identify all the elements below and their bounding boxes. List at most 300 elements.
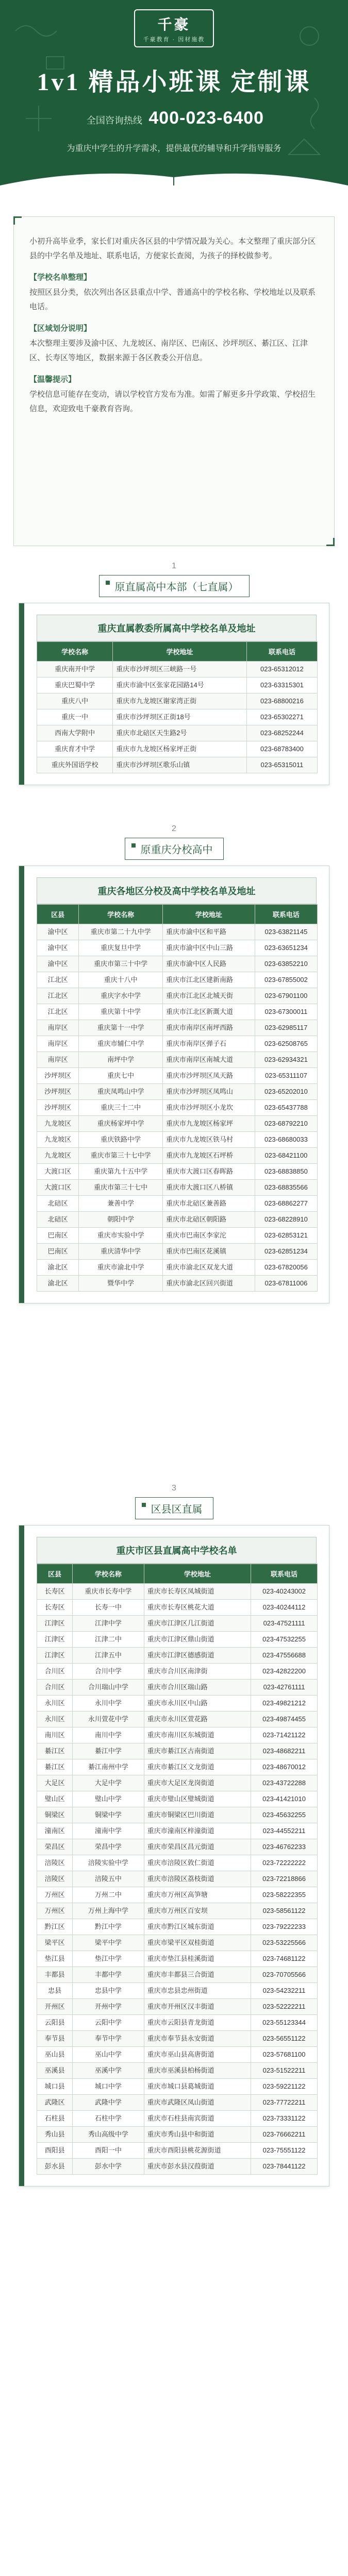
table-cell: 涪陵实验中学: [73, 1855, 144, 1871]
table-cell: 酉阳一中: [73, 2143, 144, 2159]
table-cell: 重庆清华中学: [79, 1244, 163, 1260]
table-cell: 城口中学: [73, 2079, 144, 2095]
table-cell: 023-70705566: [251, 1967, 318, 1983]
table-cell: 重庆市沙坪坝区凤鸣山: [162, 1084, 255, 1100]
section-title: [0, 562, 348, 597]
table-header-cell: 学校名称: [37, 642, 113, 662]
table-cell: 023-47556688: [251, 1648, 318, 1664]
table-cell: 023-54232211: [251, 1983, 318, 1999]
open-book-icon: [0, 167, 348, 185]
table-cell: 重庆三十二中: [79, 1100, 163, 1116]
section-label: 原重庆分校高中: [125, 838, 224, 860]
table-cell: 南川中学: [73, 1727, 144, 1743]
table-cell: 綦江南州中学: [73, 1759, 144, 1775]
table-cell: 重庆市黔江区城东街道: [144, 1919, 251, 1935]
table-header-cell: 学校名称: [79, 905, 163, 924]
intro-heading: 【温馨提示】: [29, 375, 76, 384]
table-cell: 江津区: [37, 1616, 73, 1632]
table-cell: 忠县: [37, 1983, 73, 1999]
section-title: [0, 824, 348, 860]
table-cell: 重庆市北碚区天生路2号: [113, 725, 247, 741]
logo-subtitle: 千豪教育 · 因材施教: [143, 37, 205, 43]
table-cell: 023-52222211: [251, 1999, 318, 2015]
table-cell: 023-40244112: [251, 1600, 318, 1616]
table-cell: 023-74681122: [251, 1951, 318, 1967]
table-cell: 重庆市永川区中山路: [144, 1696, 251, 1711]
table-cell: 万州二中: [73, 1887, 144, 1903]
table-cell: 023-48682211: [251, 1743, 318, 1759]
table-cell: 重庆市巴南区李家沱: [162, 1228, 255, 1244]
table-cell: 重庆市实验中学: [79, 1228, 163, 1244]
table-cell: 023-53225566: [251, 1935, 318, 1951]
table-cell: 重庆市渝中区人民路: [162, 956, 255, 972]
table-cell: 九龙坡区: [37, 1132, 79, 1148]
table-cell: 重庆市云阳县青龙街道: [144, 2015, 251, 2031]
table-cell: 重庆十八中: [79, 972, 163, 988]
table-cell: 重庆市南岸区南坪西路: [162, 1020, 255, 1036]
table-cell: 朝阳中学: [79, 1212, 163, 1228]
table-cell: 璧山中学: [73, 1791, 144, 1807]
table-cell: 重庆市江北区北城天街: [162, 988, 255, 1004]
table-cell: 重庆市巴南区花溪镇: [162, 1244, 255, 1260]
table-cell: 重庆市巫溪县柏杨街道: [144, 2063, 251, 2079]
table-cell: 023-62985117: [255, 1020, 317, 1036]
table-cell: 梁平区: [37, 1935, 73, 1951]
table-cell: 九龙坡区: [37, 1116, 79, 1132]
table-cell: 重庆市沙坪坝区小龙坎: [162, 1100, 255, 1116]
table-cell: 023-68800216: [246, 693, 317, 709]
table-cell: 重庆市沙坪坝区歌乐山镇: [113, 757, 247, 773]
table-cell: 重庆市彭水县汉葭街道: [144, 2159, 251, 2175]
table-cell: 重庆市荣昌区昌元街道: [144, 1839, 251, 1855]
logo-text: 千豪: [157, 16, 191, 32]
table-cell: 重庆育才中学: [37, 741, 113, 757]
table-cell: 忠县中学: [73, 1983, 144, 1999]
table-cell: 彭水县: [37, 2159, 73, 2175]
table-cell: 渝中区: [37, 940, 79, 956]
table-cell: 潼南中学: [73, 1823, 144, 1839]
table-cell: 023-76662211: [251, 2127, 318, 2143]
table-cell: 023-68680033: [255, 1132, 317, 1148]
table-cell: 重庆市合川区南津街: [144, 1664, 251, 1680]
table-cell: 重庆字水中学: [79, 988, 163, 1004]
table-cell: 重庆市南岸区南城大道: [162, 1052, 255, 1068]
table-cell: 重庆市江津区几江街道: [144, 1616, 251, 1632]
table-cell: 大渡口区: [37, 1180, 79, 1196]
table-cell: 023-51522211: [251, 2063, 318, 2079]
table-cell: 023-78441122: [251, 2159, 318, 2175]
table-cell: 酉阳县: [37, 2143, 73, 2159]
table-cell: 丰都县: [37, 1967, 73, 1983]
hotline-number[interactable]: 400-023-6400: [148, 108, 264, 128]
table-cell: 023-67300011: [255, 1004, 317, 1020]
table-cell: 重庆市第二十九中学: [79, 924, 163, 940]
table-cell: 重庆市武隆区凤山街道: [144, 2095, 251, 2111]
table-cell: 重庆市璧山区璧城街道: [144, 1791, 251, 1807]
card-side-bar: [19, 603, 329, 785]
table-header-cell: 联系电话: [251, 1564, 318, 1584]
hero-title: 1v1 精品小班课 定制课: [37, 69, 311, 96]
table-cell: 重庆市大渡口区八桥镇: [162, 1180, 255, 1196]
table-cell: 023-47532255: [251, 1632, 318, 1648]
table-cell: 重庆市第三十七中: [79, 1180, 163, 1196]
table-cell: 渝中区: [37, 956, 79, 972]
intro-paragraph: 学校信息可能存在变动，请以学校官方发布为准。如需了解更多升学政策、学校招生信息，欢迎致电千豪教育咨询。: [29, 390, 316, 413]
table-cell: 023-68783400: [246, 741, 317, 757]
table-cell: 巫溪县: [37, 2063, 73, 2079]
table-cell: 重庆市合川区瑞山路: [144, 1680, 251, 1696]
table-cell: 023-68252244: [246, 725, 317, 741]
table-cell: 重庆市渝中区张家花园路14号: [113, 677, 247, 693]
table-cell: 023-68838850: [255, 1164, 317, 1180]
table-cell: 奉节中学: [73, 2031, 144, 2047]
table-cell: 南坪中学: [79, 1052, 163, 1068]
table-cell: 南岸区: [37, 1020, 79, 1036]
table-cell: 重庆市长寿中学: [73, 1584, 144, 1600]
table-cell: 铜梁中学: [73, 1807, 144, 1823]
table-cell: 023-67811006: [255, 1276, 317, 1292]
table-cell: 涪陵五中: [73, 1871, 144, 1887]
table-cell: 023-72218866: [251, 1871, 318, 1887]
table-cell: 江北区: [37, 988, 79, 1004]
school-table-card: [19, 866, 329, 1303]
intro-paragraph: 小初升高毕业季，家长们对重庆各区县的中学情况最为关心。本文整理了重庆部分区县的中学名单及地址、联系电话，方便家长查阅，为孩子的择校做参考。: [29, 237, 316, 260]
table-cell: 023-58561122: [251, 1903, 318, 1919]
table-cell: 023-57681100: [251, 2047, 318, 2063]
table-cell: 江津中学: [73, 1616, 144, 1632]
table-cell: 大足中学: [73, 1775, 144, 1791]
table-cell: 023-68228910: [255, 1212, 317, 1228]
table-cell: 重庆市沙坪坝区正街18号: [113, 709, 247, 725]
table-cell: 023-67901100: [255, 988, 317, 1004]
table-cell: 梁平中学: [73, 1935, 144, 1951]
table-cell: 023-58222355: [251, 1887, 318, 1903]
table-cell: 巫山县: [37, 2047, 73, 2063]
table-cell: 重庆市辅仁中学: [79, 1036, 163, 1052]
table-cell: 重庆市江北区新溉大道: [162, 1004, 255, 1020]
table-cell: 023-71421122: [251, 1727, 318, 1743]
table-cell: 重庆杨家坪中学: [79, 1116, 163, 1132]
table-cell: 荣昌中学: [73, 1839, 144, 1855]
table-cell: 合川区: [37, 1680, 73, 1696]
table-cell: 重庆市铜梁区巴川街道: [144, 1807, 251, 1823]
table-cell: 江津区: [37, 1632, 73, 1648]
table-cell: 重庆凤鸣山中学: [79, 1084, 163, 1100]
table-cell: 023-68792210: [255, 1116, 317, 1132]
table-cell: 长寿区: [37, 1584, 73, 1600]
table-heading: 重庆市区县直属高中学校名单: [37, 1537, 317, 1564]
table-cell: 荣昌区: [37, 1839, 73, 1855]
table-cell: 永川区: [37, 1711, 73, 1727]
table-cell: 重庆市綦江区文龙街道: [144, 1759, 251, 1775]
table-cell: 綦江区: [37, 1759, 73, 1775]
table-cell: 023-63315301: [246, 677, 317, 693]
table-cell: 023-40243002: [251, 1584, 318, 1600]
table-cell: 重庆市渝北中学: [79, 1260, 163, 1276]
table-cell: 垫江中学: [73, 1951, 144, 1967]
table-cell: 重庆市北碚区兼善路: [162, 1196, 255, 1212]
table-cell: 重庆市九龙坡区杨家坪: [162, 1116, 255, 1132]
table-cell: 丰都中学: [73, 1967, 144, 1983]
table-cell: 璧山区: [37, 1791, 73, 1807]
card-side-bar: [19, 866, 329, 1303]
table-cell: 023-55123344: [251, 2015, 318, 2031]
table-cell: 023-44552211: [251, 1823, 318, 1839]
table-cell: 秀山高级中学: [73, 2127, 144, 2143]
table-cell: 重庆市城口县葛城街道: [144, 2079, 251, 2095]
table-cell: 重庆市涪陵区荔枝街道: [144, 1871, 251, 1887]
table-cell: 023-73331122: [251, 2111, 318, 2127]
section-number: 1: [172, 562, 176, 570]
table-cell: 重庆市渝北区双龙大道: [162, 1260, 255, 1276]
table-cell: 重庆市北碚区朝阳路: [162, 1212, 255, 1228]
table-cell: 云阳中学: [73, 2015, 144, 2031]
table-cell: 重庆市秀山县中和街道: [144, 2127, 251, 2143]
table-cell: 重庆市石柱县南宾街道: [144, 2111, 251, 2127]
hotline-label: 全国咨询热线: [86, 115, 142, 126]
intro-box: [13, 216, 335, 546]
table-cell: 023-63651234: [255, 940, 317, 956]
school-table-card: [19, 603, 329, 785]
table-cell: 长寿区: [37, 1600, 73, 1616]
table-cell: 涪陵区: [37, 1871, 73, 1887]
table-cell: 涪陵区: [37, 1855, 73, 1871]
table-cell: 兼善中学: [79, 1196, 163, 1212]
table-cell: 重庆市九龙坡区石坪桥: [162, 1148, 255, 1164]
table-cell: 江津区: [37, 1648, 73, 1664]
table-cell: 重庆市江津区德感街道: [144, 1648, 251, 1664]
table-header-cell: 学校地址: [113, 642, 247, 662]
table-cell: 023-47521111: [251, 1616, 318, 1632]
table-cell: 重庆市九龙坡区铁马村: [162, 1132, 255, 1148]
table-cell: 023-68862277: [255, 1196, 317, 1212]
corner-decor: [326, 538, 335, 546]
table-cell: 重庆铁路中学: [79, 1132, 163, 1148]
table-cell: 重庆市万州区百安坝: [144, 1903, 251, 1919]
table-cell: 023-62853121: [255, 1228, 317, 1244]
logo: [0, 9, 348, 47]
table-cell: 沙坪坝区: [37, 1100, 79, 1116]
intro-paragraph: 按照区县分类，依次列出各区县重点中学、普通高中的学校名称、学校地址以及联系电话。: [29, 288, 316, 311]
table-cell: 长寿一中: [73, 1600, 144, 1616]
table-cell: 023-65311107: [255, 1068, 317, 1084]
table-cell: 大渡口区: [37, 1164, 79, 1180]
section-number: 2: [172, 824, 176, 833]
table-cell: 重庆市潼南区梓潼街道: [144, 1823, 251, 1839]
table-cell: 合川中学: [73, 1664, 144, 1680]
table-cell: 023-42761111: [251, 1680, 318, 1696]
table-cell: 彭水中学: [73, 2159, 144, 2175]
table-cell: 重庆市九龙坡区杨家坪正街: [113, 741, 247, 757]
table-cell: 黔江中学: [73, 1919, 144, 1935]
table-cell: 潼南区: [37, 1823, 73, 1839]
table-cell: 重庆市垫江县桂溪街道: [144, 1951, 251, 1967]
table-cell: 重庆市酉阳县桃花源街道: [144, 2143, 251, 2159]
table-cell: 秀山县: [37, 2127, 73, 2143]
table-cell: 北碚区: [37, 1212, 79, 1228]
section-number: 3: [172, 1484, 176, 1493]
table-cell: 重庆市綦江区古南街道: [144, 1743, 251, 1759]
table-cell: 江北区: [37, 972, 79, 988]
table-cell: 重庆外国语学校: [37, 757, 113, 773]
table-cell: 023-79222233: [251, 1919, 318, 1935]
table-cell: 万州上海中学: [73, 1903, 144, 1919]
table-cell: 重庆市奉节县永安街道: [144, 2031, 251, 2047]
table-cell: 重庆市江北区建新南路: [162, 972, 255, 988]
table-cell: 023-62934321: [255, 1052, 317, 1068]
table-heading: 重庆各地区分校及高中学校名单及地址: [37, 877, 317, 904]
table-cell: 重庆第十一中学: [79, 1020, 163, 1036]
table-cell: 重庆市九龙坡区谢家湾正街: [113, 693, 247, 709]
table-cell: 023-56551122: [251, 2031, 318, 2047]
hero-header: [0, 0, 348, 185]
table-cell: 重庆市南川区东城街道: [144, 1727, 251, 1743]
table-cell: 023-41421010: [251, 1791, 318, 1807]
table-header-cell: 联系电话: [246, 642, 317, 662]
table-cell: 永川区: [37, 1696, 73, 1711]
table-cell: 巫山中学: [73, 2047, 144, 2063]
table-cell: 重庆七中: [79, 1068, 163, 1084]
table-header-cell: 学校地址: [144, 1564, 251, 1584]
table-cell: 重庆第十中学: [79, 1004, 163, 1020]
table-cell: 重庆市第三十中学: [79, 956, 163, 972]
table-cell: 沙坪坝区: [37, 1068, 79, 1084]
table-cell: 綦江中学: [73, 1743, 144, 1759]
hotline: [82, 108, 268, 128]
table-cell: 重庆第九十五中学: [79, 1164, 163, 1180]
intro-heading: 【区域划分说明】: [29, 324, 92, 333]
logo-badge: [134, 9, 214, 47]
table-cell: 023-59221122: [251, 2079, 318, 2095]
table-cell: 沙坪坝区: [37, 1084, 79, 1100]
table-cell: 重庆复旦中学: [79, 940, 163, 956]
table-cell: 023-63852210: [255, 956, 317, 972]
table-cell: 023-75551122: [251, 2143, 318, 2159]
table-cell: 渝北区: [37, 1276, 79, 1292]
table-cell: 武隆中学: [73, 2095, 144, 2111]
corner-decor: [13, 216, 22, 225]
table-cell: 重庆市长寿区桃花大道: [144, 1600, 251, 1616]
table-cell: 巫溪中学: [73, 2063, 144, 2079]
table-cell: 023-49874455: [251, 1711, 318, 1727]
table-cell: 万州区: [37, 1903, 73, 1919]
table-cell: 南岸区: [37, 1036, 79, 1052]
table-cell: 江津五中: [73, 1648, 144, 1664]
table-header-cell: 学校地址: [162, 905, 255, 924]
card-side-bar: [19, 1526, 329, 2187]
table-cell: 大足区: [37, 1775, 73, 1791]
table-cell: 万州区: [37, 1887, 73, 1903]
table-cell: 重庆市巫山县高唐街道: [144, 2047, 251, 2063]
intro-paragraph: 本次整理主要涉及渝中区、九龙坡区、南岸区、巴南区、沙坪坝区、綦江区、江津区、长寿区等地区，数据来源于各区教委公开信息。: [29, 339, 308, 362]
table-cell: 023-62851234: [255, 1244, 317, 1260]
school-table-card: [19, 1525, 329, 2187]
table-cell: 重庆市大足区龙岗街道: [144, 1775, 251, 1791]
table-cell: 重庆市大渡口区春晖路: [162, 1164, 255, 1180]
table-cell: 023-42822200: [251, 1664, 318, 1680]
table-cell: 023-65315011: [246, 757, 317, 773]
table-cell: 重庆一中: [37, 709, 113, 725]
table-cell: 开州中学: [73, 1999, 144, 2015]
section-title: [0, 1484, 348, 1519]
table-cell: 023-67820056: [255, 1260, 317, 1276]
table-cell: 重庆八中: [37, 693, 113, 709]
table-cell: 重庆市开州区汉丰街道: [144, 1999, 251, 2015]
table-cell: 合川区: [37, 1664, 73, 1680]
table-cell: 023-46762233: [251, 1839, 318, 1855]
table-cell: 北碚区: [37, 1196, 79, 1212]
table-header-cell: 区县: [37, 905, 79, 924]
intro-heading: 【学校名单整理】: [29, 273, 92, 282]
table-cell: 南川区: [37, 1727, 73, 1743]
table-cell: 023-68835566: [255, 1180, 317, 1196]
table-cell: 023-43722288: [251, 1775, 318, 1791]
table-cell: 西南大学附中: [37, 725, 113, 741]
table-cell: 巴南区: [37, 1228, 79, 1244]
section-label: 原直属高中本部（七直属）: [99, 575, 250, 597]
table-cell: 023-65312012: [246, 662, 317, 677]
table-cell: 023-65202010: [255, 1084, 317, 1100]
table-cell: 江北区: [37, 1004, 79, 1020]
table-cell: 重庆市沙坪坝区三峡路一号: [113, 662, 247, 677]
table-cell: 暨华中学: [79, 1276, 163, 1292]
table-cell: 重庆市丰都县三合街道: [144, 1967, 251, 1983]
table-cell: 重庆巴蜀中学: [37, 677, 113, 693]
table-cell: 永川中学: [73, 1696, 144, 1711]
table-cell: 九龙坡区: [37, 1148, 79, 1164]
table-cell: 巴南区: [37, 1244, 79, 1260]
table-cell: 重庆市万州区高笋塘: [144, 1887, 251, 1903]
table-cell: 云阳县: [37, 2015, 73, 2031]
table-cell: 023-45632255: [251, 1807, 318, 1823]
table-cell: 铜梁区: [37, 1807, 73, 1823]
table-cell: 重庆市南岸区弹子石: [162, 1036, 255, 1052]
table-cell: 023-65437788: [255, 1100, 317, 1116]
table-cell: 开州区: [37, 1999, 73, 2015]
table-cell: 重庆市涪陵区敦仁街道: [144, 1855, 251, 1871]
table-header-cell: 学校名称: [73, 1564, 144, 1584]
table-cell: 石柱县: [37, 2111, 73, 2127]
table-cell: 武隆区: [37, 2095, 73, 2111]
table-cell: 南岸区: [37, 1052, 79, 1068]
table-cell: 重庆市忠县忠州街道: [144, 1983, 251, 1999]
table-cell: 重庆市渝北区回兴街道: [162, 1276, 255, 1292]
table-cell: 重庆市长寿区凤城街道: [144, 1584, 251, 1600]
table-cell: 023-77722211: [251, 2095, 318, 2111]
table-header-cell: 联系电话: [255, 905, 317, 924]
table-cell: 023-72222222: [251, 1855, 318, 1871]
table-cell: 023-68421100: [255, 1148, 317, 1164]
table-cell: 重庆市渝中区和平路: [162, 924, 255, 940]
table-cell: 重庆南开中学: [37, 662, 113, 677]
table-cell: 垫江县: [37, 1951, 73, 1967]
table-cell: 重庆市江津区鼎山街道: [144, 1632, 251, 1648]
table-cell: 渝北区: [37, 1260, 79, 1276]
table-cell: 023-49821212: [251, 1696, 318, 1711]
table-cell: 黔江区: [37, 1919, 73, 1935]
table-cell: 綦江区: [37, 1743, 73, 1759]
table-cell: 重庆市梁平区双桂街道: [144, 1935, 251, 1951]
hero-tagline: 为重庆中学生的升学需求，提供最优的辅导和升学指导服务: [67, 144, 281, 153]
section-label: 区县区直属: [135, 1497, 213, 1519]
table-cell: 023-48670012: [251, 1759, 318, 1775]
table-cell: 重庆市渝中区中山三路: [162, 940, 255, 956]
table-cell: 023-63821145: [255, 924, 317, 940]
table-cell: 重庆市第三十七中学: [79, 1148, 163, 1164]
table-cell: 奉节县: [37, 2031, 73, 2047]
table-heading: 重庆直属教委所属高中学校名单及地址: [37, 615, 317, 641]
table-cell: 重庆市永川区萱花路: [144, 1711, 251, 1727]
